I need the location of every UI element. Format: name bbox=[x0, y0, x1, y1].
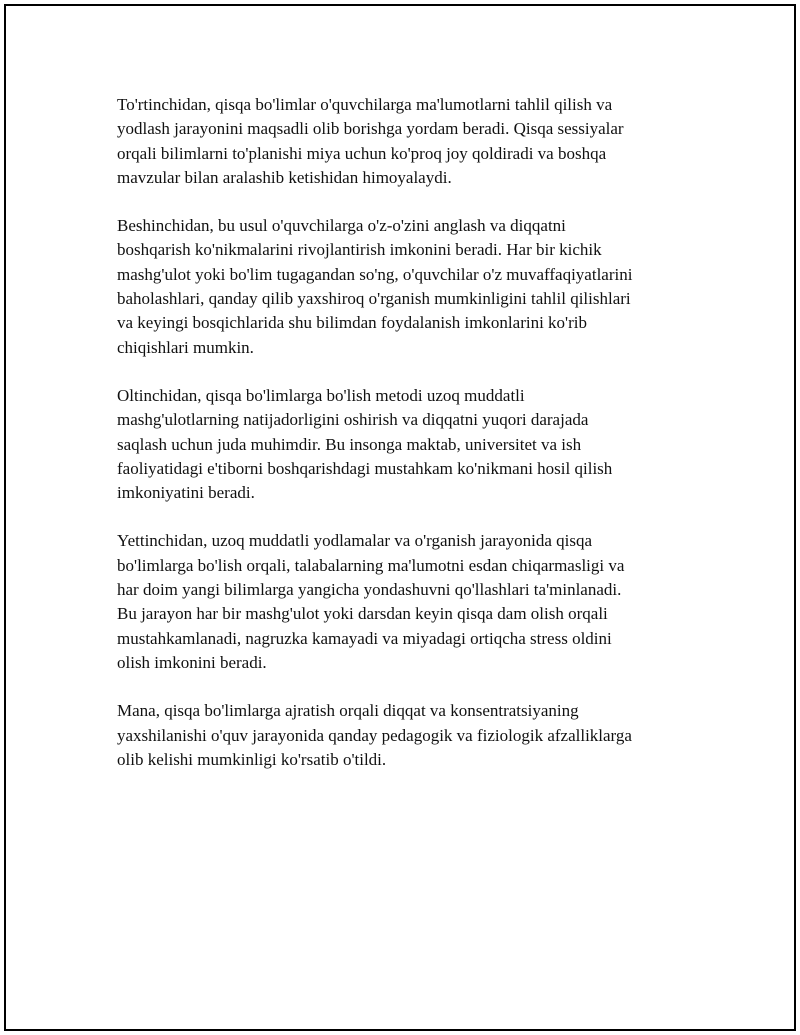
paragraph: Yettinchidan, uzoq muddatli yodlamalar va o'rganish jarayonida qisqa bo'limlarga bo'lish orqali, talabalarning ma'lumotni esdan chiqarmasligi va har doim yangi bilimlarga yangicha yondashuvni qo'llashlari ta'minlanadi. Bu jarayon har bir mashg'ulot yoki darsdan keyin qisqa dam olish orqali mustahkamlanadi, nagruzka kamayadi va miyadagi ortiqcha stress oldini olish imkonini beradi. bbox=[117, 531, 625, 672]
paragraph: To'rtinchidan, qisqa bo'limlar o'quvchilarga ma'lumotlarni tahlil qilish va yodlash jarayonini maqsadli olib borishga yordam beradi. Qisqa sessiyalar orqali bilimlarni to'planishi miya uchun ko'proq joy qoldiradi va boshqa mavzular bilan aralashib ketishidan himoyalaydi. bbox=[117, 95, 624, 187]
paragraph: Oltinchidan, qisqa bo'limlarga bo'lish metodi uzoq muddatli mashg'ulotlarning natijadorligini oshirish va diqqatni yuqori darajada saqlash uchun juda muhimdir. Bu insonga maktab, universitet va ish faoliyatidagi e'tiborni boshqarishdagi mustahkam ko'nikmani hosil qilish imkoniyatini beradi. bbox=[117, 385, 613, 503]
paragraph: Beshinchidan, bu usul o'quvchilarga o'z-o'zini anglash va diqqatni boshqarish ko'nikmalarini rivojlantirish imkonini beradi. Har bir kichik mashg'ulot yoki bo'lim tugagandan so'ng, o'quvchilar o'z muvaffaqiyatlarini baholashlari, qanday qilib yaxshiroq o'rganish mumkinligini tahlil qilishlari va keyingi bosqichlarida shu bilimdan foydalanish imkonlarini ko'rib chiqishlari mumkin. bbox=[117, 216, 633, 357]
document-body bbox=[117, 93, 717, 796]
paragraph: Mana, qisqa bo'limlarga ajratish orqali diqqat va konsentratsiyaning yaxshilanishi o'quv jarayonida qanday pedagogik va fiziologik afzalliklarga olib kelishi mumkinligi ko'rsatib o'tildi. bbox=[117, 701, 632, 769]
